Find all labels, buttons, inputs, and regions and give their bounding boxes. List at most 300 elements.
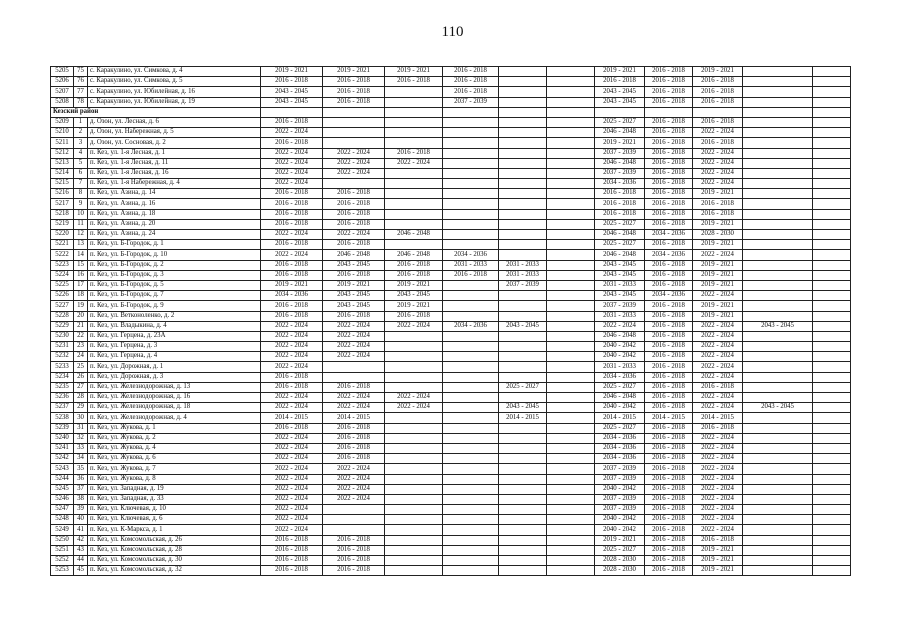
table-cell <box>385 556 443 566</box>
table-cell <box>499 331 547 341</box>
table-cell <box>323 505 385 515</box>
table-row <box>51 128 851 138</box>
table-cell <box>547 535 595 545</box>
table-cell: 2043 - 2045 <box>323 291 385 301</box>
table-cell: 2022 - 2024 <box>693 454 743 464</box>
table-row <box>51 433 851 443</box>
table-cell <box>813 199 851 209</box>
table-cell: 2016 - 2018 <box>323 556 385 566</box>
table-row <box>51 372 851 382</box>
table-cell: п. Кез, ул. Б-Городок, д. 1 <box>88 240 261 250</box>
table-cell: 2046 - 2048 <box>385 250 443 260</box>
schedule-table-container <box>50 66 850 576</box>
table-row <box>51 525 851 535</box>
table-cell: 19 <box>74 301 88 311</box>
table-cell <box>385 443 443 453</box>
table-cell: 2016 - 2018 <box>323 87 385 97</box>
table-cell <box>813 566 851 576</box>
table-cell <box>743 189 813 199</box>
table-row <box>51 393 851 403</box>
table-cell <box>813 556 851 566</box>
table-cell <box>443 331 499 341</box>
table-cell: 5252 <box>51 556 74 566</box>
table-cell: 2016 - 2018 <box>645 342 693 352</box>
table-cell: 2022 - 2024 <box>693 362 743 372</box>
table-cell: 2022 - 2024 <box>693 250 743 260</box>
table-cell <box>813 362 851 372</box>
table-cell: 2043 - 2045 <box>323 260 385 270</box>
table-cell: 2022 - 2024 <box>261 484 323 494</box>
table-cell: п. Кез, ул. Комсомольская, д. 30 <box>88 556 261 566</box>
table-cell: 2022 - 2024 <box>323 403 385 413</box>
table-cell: 2043 - 2045 <box>261 97 323 107</box>
table-cell <box>743 260 813 270</box>
table-cell: 5221 <box>51 240 74 250</box>
table-cell <box>743 352 813 362</box>
table-cell: 2022 - 2024 <box>261 168 323 178</box>
table-cell <box>499 250 547 260</box>
table-cell <box>385 382 443 392</box>
table-cell <box>443 280 499 290</box>
table-cell: 2022 - 2024 <box>261 505 323 515</box>
table-cell <box>443 342 499 352</box>
table-cell: п. Кез, ул. Жукова, д. 4 <box>88 443 261 453</box>
table-cell: 2022 - 2024 <box>693 515 743 525</box>
table-cell: 2022 - 2024 <box>261 494 323 504</box>
table-cell <box>743 87 813 97</box>
table-cell <box>499 545 547 555</box>
section-row <box>51 107 851 117</box>
table-cell: 2022 - 2024 <box>261 443 323 453</box>
table-cell: 2022 - 2024 <box>693 321 743 331</box>
table-cell: 2046 - 2048 <box>595 158 645 168</box>
table-cell <box>443 209 499 219</box>
table-cell <box>743 535 813 545</box>
table-cell: 2022 - 2024 <box>693 393 743 403</box>
table-cell <box>261 107 323 117</box>
table-cell <box>813 352 851 362</box>
table-cell: 2014 - 2015 <box>323 413 385 423</box>
table-cell: 2019 - 2021 <box>261 67 323 77</box>
table-cell: 2022 - 2024 <box>323 474 385 484</box>
table-cell <box>385 117 443 127</box>
table-cell <box>499 525 547 535</box>
table-cell: 2043 - 2045 <box>499 321 547 331</box>
table-cell <box>813 179 851 189</box>
table-cell <box>813 321 851 331</box>
table-cell <box>547 240 595 250</box>
table-cell: п. Кез, ул. Западная, д. 33 <box>88 494 261 504</box>
table-cell: 2016 - 2018 <box>323 209 385 219</box>
table-cell: 2046 - 2048 <box>595 230 645 240</box>
table-cell: 2022 - 2024 <box>261 342 323 352</box>
table-cell: с. Каракулино, ул. Юбилейная, д. 19 <box>88 97 261 107</box>
table-cell <box>743 128 813 138</box>
table-cell: 2019 - 2021 <box>385 67 443 77</box>
table-cell: 26 <box>74 372 88 382</box>
table-cell: 2019 - 2021 <box>693 556 743 566</box>
table-row <box>51 301 851 311</box>
table-cell: п. Кез, ул. Б-Городок, д. 10 <box>88 250 261 260</box>
table-cell: п. Кез, ул. Б-Городок, д. 7 <box>88 291 261 301</box>
table-cell <box>813 291 851 301</box>
table-cell <box>443 168 499 178</box>
table-cell: 5241 <box>51 443 74 453</box>
table-cell: 2022 - 2024 <box>693 331 743 341</box>
table-cell <box>443 484 499 494</box>
table-cell <box>547 505 595 515</box>
table-cell: 2022 - 2024 <box>693 148 743 158</box>
table-cell <box>547 372 595 382</box>
table-cell: 5205 <box>51 67 74 77</box>
table-cell: 5232 <box>51 352 74 362</box>
table-cell <box>499 342 547 352</box>
table-cell: 2016 - 2018 <box>645 505 693 515</box>
table-cell: 2016 - 2018 <box>693 138 743 148</box>
table-cell: 2016 - 2018 <box>261 556 323 566</box>
table-row <box>51 362 851 372</box>
table-cell: 5237 <box>51 403 74 413</box>
table-cell <box>547 219 595 229</box>
table-cell: 2016 - 2018 <box>645 67 693 77</box>
table-cell <box>547 342 595 352</box>
table-cell: 20 <box>74 311 88 321</box>
table-cell <box>813 525 851 535</box>
table-cell <box>813 301 851 311</box>
table-cell <box>499 230 547 240</box>
table-row <box>51 97 851 107</box>
table-cell <box>743 250 813 260</box>
table-cell: 5234 <box>51 372 74 382</box>
table-row <box>51 342 851 352</box>
table-cell: 2037 - 2039 <box>595 505 645 515</box>
table-cell: 2022 - 2024 <box>693 464 743 474</box>
table-cell: п. Кез, ул. Ключевая, д. 6 <box>88 515 261 525</box>
table-cell <box>385 494 443 504</box>
table-cell: 5251 <box>51 545 74 555</box>
table-cell <box>743 280 813 290</box>
table-cell: п. Кез, ул. Комсомольская, д. 28 <box>88 545 261 555</box>
table-row <box>51 331 851 341</box>
table-cell: 2016 - 2018 <box>323 423 385 433</box>
table-cell: 2016 - 2018 <box>645 280 693 290</box>
table-cell: 2022 - 2024 <box>261 230 323 240</box>
table-cell: 5242 <box>51 454 74 464</box>
table-cell <box>743 382 813 392</box>
table-cell <box>547 117 595 127</box>
table-cell <box>743 566 813 576</box>
table-cell <box>443 515 499 525</box>
table-cell: п. Кез, ул. Ключевая, д. 10 <box>88 505 261 515</box>
table-cell <box>443 372 499 382</box>
table-cell: 5249 <box>51 525 74 535</box>
table-cell: 2016 - 2018 <box>645 168 693 178</box>
table-cell <box>547 464 595 474</box>
table-cell <box>743 148 813 158</box>
table-cell <box>743 545 813 555</box>
table-cell <box>743 433 813 443</box>
table-cell <box>385 474 443 484</box>
table-cell: 2040 - 2042 <box>595 515 645 525</box>
table-cell <box>499 138 547 148</box>
table-cell: 2022 - 2024 <box>261 331 323 341</box>
table-cell: 36 <box>74 474 88 484</box>
table-cell <box>547 209 595 219</box>
table-cell: 2034 - 2036 <box>595 443 645 453</box>
table-cell: 2028 - 2030 <box>693 230 743 240</box>
table-cell: 2016 - 2018 <box>693 97 743 107</box>
table-cell: 2016 - 2018 <box>443 67 499 77</box>
table-cell: 2022 - 2024 <box>693 372 743 382</box>
table-cell: 2031 - 2033 <box>443 260 499 270</box>
table-cell: 2016 - 2018 <box>323 535 385 545</box>
table-cell: п. Кез, ул. Ветконоленко, д. 2 <box>88 311 261 321</box>
table-cell: 2022 - 2024 <box>693 474 743 484</box>
table-cell <box>499 301 547 311</box>
table-cell: 2019 - 2021 <box>323 67 385 77</box>
table-cell <box>743 138 813 148</box>
table-cell: 5223 <box>51 260 74 270</box>
table-cell: 2022 - 2024 <box>261 179 323 189</box>
table-cell <box>743 97 813 107</box>
table-cell <box>385 128 443 138</box>
table-cell: д. Озон, ул. Сосновая, д. 2 <box>88 138 261 148</box>
page-number: 110 <box>441 24 464 40</box>
table-cell <box>443 107 499 117</box>
table-cell: 5225 <box>51 280 74 290</box>
table-cell <box>385 87 443 97</box>
table-cell: 2031 - 2033 <box>595 280 645 290</box>
table-cell: 2022 - 2024 <box>261 403 323 413</box>
table-cell: 41 <box>74 525 88 535</box>
table-cell: 2022 - 2024 <box>261 433 323 443</box>
table-cell: 31 <box>74 423 88 433</box>
table-cell: 2019 - 2021 <box>693 189 743 199</box>
table-cell <box>443 219 499 229</box>
table-cell <box>813 311 851 321</box>
table-cell <box>743 515 813 525</box>
table-cell: 2043 - 2045 <box>323 301 385 311</box>
table-cell: 2019 - 2021 <box>385 280 443 290</box>
table-cell <box>595 107 645 117</box>
table-cell: 5248 <box>51 515 74 525</box>
table-cell: 2016 - 2018 <box>323 566 385 576</box>
table-cell <box>813 393 851 403</box>
table-cell <box>743 372 813 382</box>
table-cell <box>743 168 813 178</box>
table-cell: 2016 - 2018 <box>595 199 645 209</box>
table-cell: с. Каракулино, ул. Юбилейная, д. 16 <box>88 87 261 97</box>
table-cell <box>547 179 595 189</box>
table-cell: 2016 - 2018 <box>323 454 385 464</box>
table-cell: п. Кез, ул. Б-Городок, д. 2 <box>88 260 261 270</box>
table-cell: 2016 - 2018 <box>595 189 645 199</box>
table-cell: 5208 <box>51 97 74 107</box>
table-cell: 2016 - 2018 <box>645 556 693 566</box>
table-cell: п. Кез, ул. 1-я Лесная, д. 11 <box>88 158 261 168</box>
table-cell: 5206 <box>51 77 74 87</box>
table-row <box>51 484 851 494</box>
table-cell <box>499 556 547 566</box>
table-cell: 2016 - 2018 <box>323 189 385 199</box>
table-cell: 2034 - 2036 <box>595 454 645 464</box>
table-cell: 2022 - 2024 <box>693 525 743 535</box>
table-cell <box>547 189 595 199</box>
table-cell <box>499 189 547 199</box>
table-cell: п. Кез, ул. 1-я Лесная, д. 16 <box>88 168 261 178</box>
table-cell: 2037 - 2039 <box>595 464 645 474</box>
table-cell <box>813 107 851 117</box>
table-cell: п. Кез, ул. Железнодорожная, д. 13 <box>88 382 261 392</box>
table-cell: 2016 - 2018 <box>645 454 693 464</box>
table-cell: 44 <box>74 556 88 566</box>
table-cell: 2016 - 2018 <box>645 393 693 403</box>
table-row <box>51 138 851 148</box>
table-cell: д. Озон, ул. Лесная, д. 6 <box>88 117 261 127</box>
table-cell: 2031 - 2033 <box>595 362 645 372</box>
table-cell: 2040 - 2042 <box>595 352 645 362</box>
table-cell <box>547 331 595 341</box>
table-cell: 30 <box>74 413 88 423</box>
table-row <box>51 413 851 423</box>
table-cell: 2043 - 2045 <box>595 260 645 270</box>
table-cell <box>499 87 547 97</box>
table-cell: 2025 - 2027 <box>499 382 547 392</box>
table-cell <box>443 240 499 250</box>
table-cell: 2022 - 2024 <box>385 158 443 168</box>
table-cell <box>443 311 499 321</box>
table-cell: 17 <box>74 280 88 290</box>
table-cell: 2014 - 2015 <box>499 413 547 423</box>
table-cell: 5240 <box>51 433 74 443</box>
table-cell: 2016 - 2018 <box>693 117 743 127</box>
table-cell: 2034 - 2036 <box>595 179 645 189</box>
table-row <box>51 556 851 566</box>
table-cell: 2022 - 2024 <box>693 128 743 138</box>
table-cell: 2022 - 2024 <box>261 352 323 362</box>
table-cell <box>443 566 499 576</box>
table-cell <box>743 301 813 311</box>
table-cell: 2040 - 2042 <box>595 525 645 535</box>
table-cell <box>743 77 813 87</box>
table-cell <box>443 505 499 515</box>
table-cell: п. Кез, ул. Жукова, д. 7 <box>88 464 261 474</box>
table-cell: 2034 - 2036 <box>645 230 693 240</box>
table-cell: 5253 <box>51 566 74 576</box>
table-cell: 2022 - 2024 <box>323 393 385 403</box>
table-cell <box>499 372 547 382</box>
table-cell: п. Кез, ул. Азина, д. 20 <box>88 219 261 229</box>
table-cell <box>547 362 595 372</box>
table-cell <box>323 138 385 148</box>
table-cell <box>385 209 443 219</box>
table-cell: 2046 - 2048 <box>595 250 645 260</box>
table-cell: 2 <box>74 128 88 138</box>
table-cell: 2016 - 2018 <box>645 321 693 331</box>
table-row <box>51 270 851 280</box>
table-cell: 2014 - 2015 <box>261 413 323 423</box>
table-cell: 2037 - 2039 <box>595 301 645 311</box>
table-cell: 2034 - 2036 <box>645 291 693 301</box>
table-cell: 2037 - 2039 <box>595 168 645 178</box>
table-cell <box>385 505 443 515</box>
table-cell <box>547 545 595 555</box>
table-cell <box>443 474 499 484</box>
table-cell: 2022 - 2024 <box>385 403 443 413</box>
table-cell <box>743 474 813 484</box>
table-cell: 5236 <box>51 393 74 403</box>
table-cell: 2022 - 2024 <box>693 168 743 178</box>
table-cell: 2022 - 2024 <box>323 352 385 362</box>
table-cell: 2037 - 2039 <box>499 280 547 290</box>
table-cell: 2016 - 2018 <box>645 352 693 362</box>
table-cell <box>499 199 547 209</box>
table-row <box>51 423 851 433</box>
table-cell <box>323 107 385 117</box>
table-cell: 2016 - 2018 <box>385 77 443 87</box>
table-cell: 2022 - 2024 <box>323 484 385 494</box>
table-cell <box>813 545 851 555</box>
table-cell: 2016 - 2018 <box>323 219 385 229</box>
table-cell: 2016 - 2018 <box>645 311 693 321</box>
table-cell: 43 <box>74 545 88 555</box>
table-cell: 2016 - 2018 <box>645 189 693 199</box>
table-cell <box>813 403 851 413</box>
table-cell <box>385 545 443 555</box>
table-cell: 2022 - 2024 <box>693 403 743 413</box>
table-cell: 5233 <box>51 362 74 372</box>
table-cell: 3 <box>74 138 88 148</box>
table-cell: 2014 - 2015 <box>693 413 743 423</box>
table-cell <box>743 362 813 372</box>
table-cell <box>499 107 547 117</box>
table-cell: 2025 - 2027 <box>595 423 645 433</box>
table-cell <box>443 454 499 464</box>
table-cell <box>743 494 813 504</box>
table-cell <box>499 311 547 321</box>
table-row <box>51 291 851 301</box>
table-cell: 2034 - 2036 <box>443 250 499 260</box>
table-cell: 5250 <box>51 535 74 545</box>
table-cell <box>443 138 499 148</box>
table-cell: 40 <box>74 515 88 525</box>
table-cell <box>547 270 595 280</box>
table-cell: 27 <box>74 382 88 392</box>
table-cell <box>443 393 499 403</box>
table-cell: 37 <box>74 484 88 494</box>
table-cell: 2043 - 2045 <box>499 403 547 413</box>
table-cell <box>813 209 851 219</box>
table-cell: п. Кез, ул. Железнодорожная, д. 16 <box>88 393 261 403</box>
table-cell: 2016 - 2018 <box>261 545 323 555</box>
table-cell <box>813 494 851 504</box>
table-cell <box>743 107 813 117</box>
table-cell: 2016 - 2018 <box>443 87 499 97</box>
table-cell: п. Кез, ул. Герцена, д. 4 <box>88 352 261 362</box>
table-cell: 2016 - 2018 <box>323 270 385 280</box>
table-cell: 2022 - 2024 <box>261 158 323 168</box>
table-cell <box>813 443 851 453</box>
table-cell: 78 <box>74 97 88 107</box>
table-cell: 2016 - 2018 <box>645 128 693 138</box>
table-cell <box>547 352 595 362</box>
table-cell: п. Кез, ул. Комсомольская, д. 32 <box>88 566 261 576</box>
table-cell <box>385 464 443 474</box>
table-cell: 2016 - 2018 <box>645 566 693 576</box>
table-cell: 2016 - 2018 <box>645 199 693 209</box>
table-cell <box>813 372 851 382</box>
table-cell <box>547 77 595 87</box>
